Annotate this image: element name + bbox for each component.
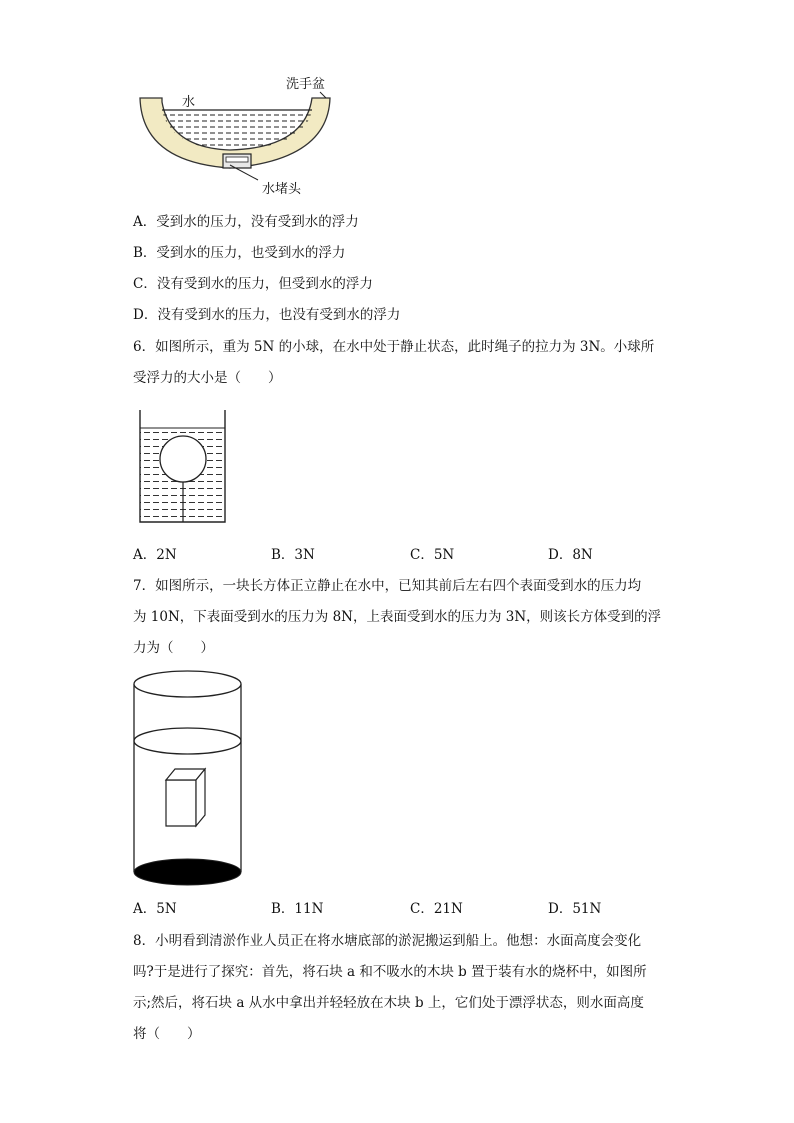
water-surface	[134, 728, 241, 754]
q8-stem-line4: 将（ ）	[133, 1026, 201, 1042]
q8-stem-line1: 8．小明看到清淤作业人员正在将水塘底部的淤泥搬运到船上。他想：水面高度会变化	[133, 933, 642, 949]
q7-stem-line2: 为 10N，下表面受到水的压力为 8N，上表面受到水的压力为 3N，则该长方体受到的浮	[133, 609, 662, 625]
basin-label: 洗手盆	[286, 77, 326, 92]
q7-option-b: B．11N	[271, 901, 324, 917]
q7-option-d: D．51N	[548, 901, 602, 917]
cylinder-top-rim	[134, 671, 241, 697]
cylinder-figure	[130, 668, 246, 890]
q7-stem-line3: 力为（ ）	[133, 640, 214, 656]
q5-option-d: D．没有受到水的压力，也没有受到水的浮力	[133, 307, 401, 323]
q8-stem-line3: 示;然后，将石块 a 从水中拿出并轻轻放在木块 b 上，它们处于漂浮状态，则水面高度	[133, 995, 644, 1011]
basin-figure	[130, 70, 350, 200]
water-label: 水	[182, 95, 196, 110]
q6-option-d: D．8N	[548, 547, 593, 563]
plug-label: 水堵头	[262, 182, 302, 197]
q7-option-a: A．5N	[133, 901, 177, 917]
ball-in-water-figure	[135, 408, 235, 526]
cylinder-bottom	[134, 859, 241, 885]
q5-option-a: A．受到水的压力，没有受到水的浮力	[133, 214, 359, 230]
q6-option-c: C．5N	[410, 547, 455, 563]
cuboid-shape	[166, 769, 205, 826]
q7-option-c: C．21N	[410, 901, 463, 917]
q5-option-c: C．没有受到水的压力，但受到水的浮力	[133, 276, 373, 292]
q6-stem-line1: 6．如图所示，重为 5N 的小球，在水中处于静止状态，此时绳子的拉力为 3N。小球所	[133, 339, 655, 355]
q8-stem-line2: 吗?于是进行了探究：首先，将石块 a 和不吸水的木块 b 置于装有水的烧杯中，如图所	[133, 964, 647, 980]
q6-option-b: B．3N	[271, 547, 315, 563]
ball-shape	[160, 436, 206, 482]
q5-option-b: B．受到水的压力，也受到水的浮力	[133, 245, 346, 261]
q6-stem-line2: 受浮力的大小是（ ）	[133, 370, 282, 386]
q6-option-a: A．2N	[133, 547, 177, 563]
q7-stem-line1: 7．如图所示，一块长方体正立静止在水中，已知其前后左右四个表面受到水的压力均	[133, 578, 642, 594]
